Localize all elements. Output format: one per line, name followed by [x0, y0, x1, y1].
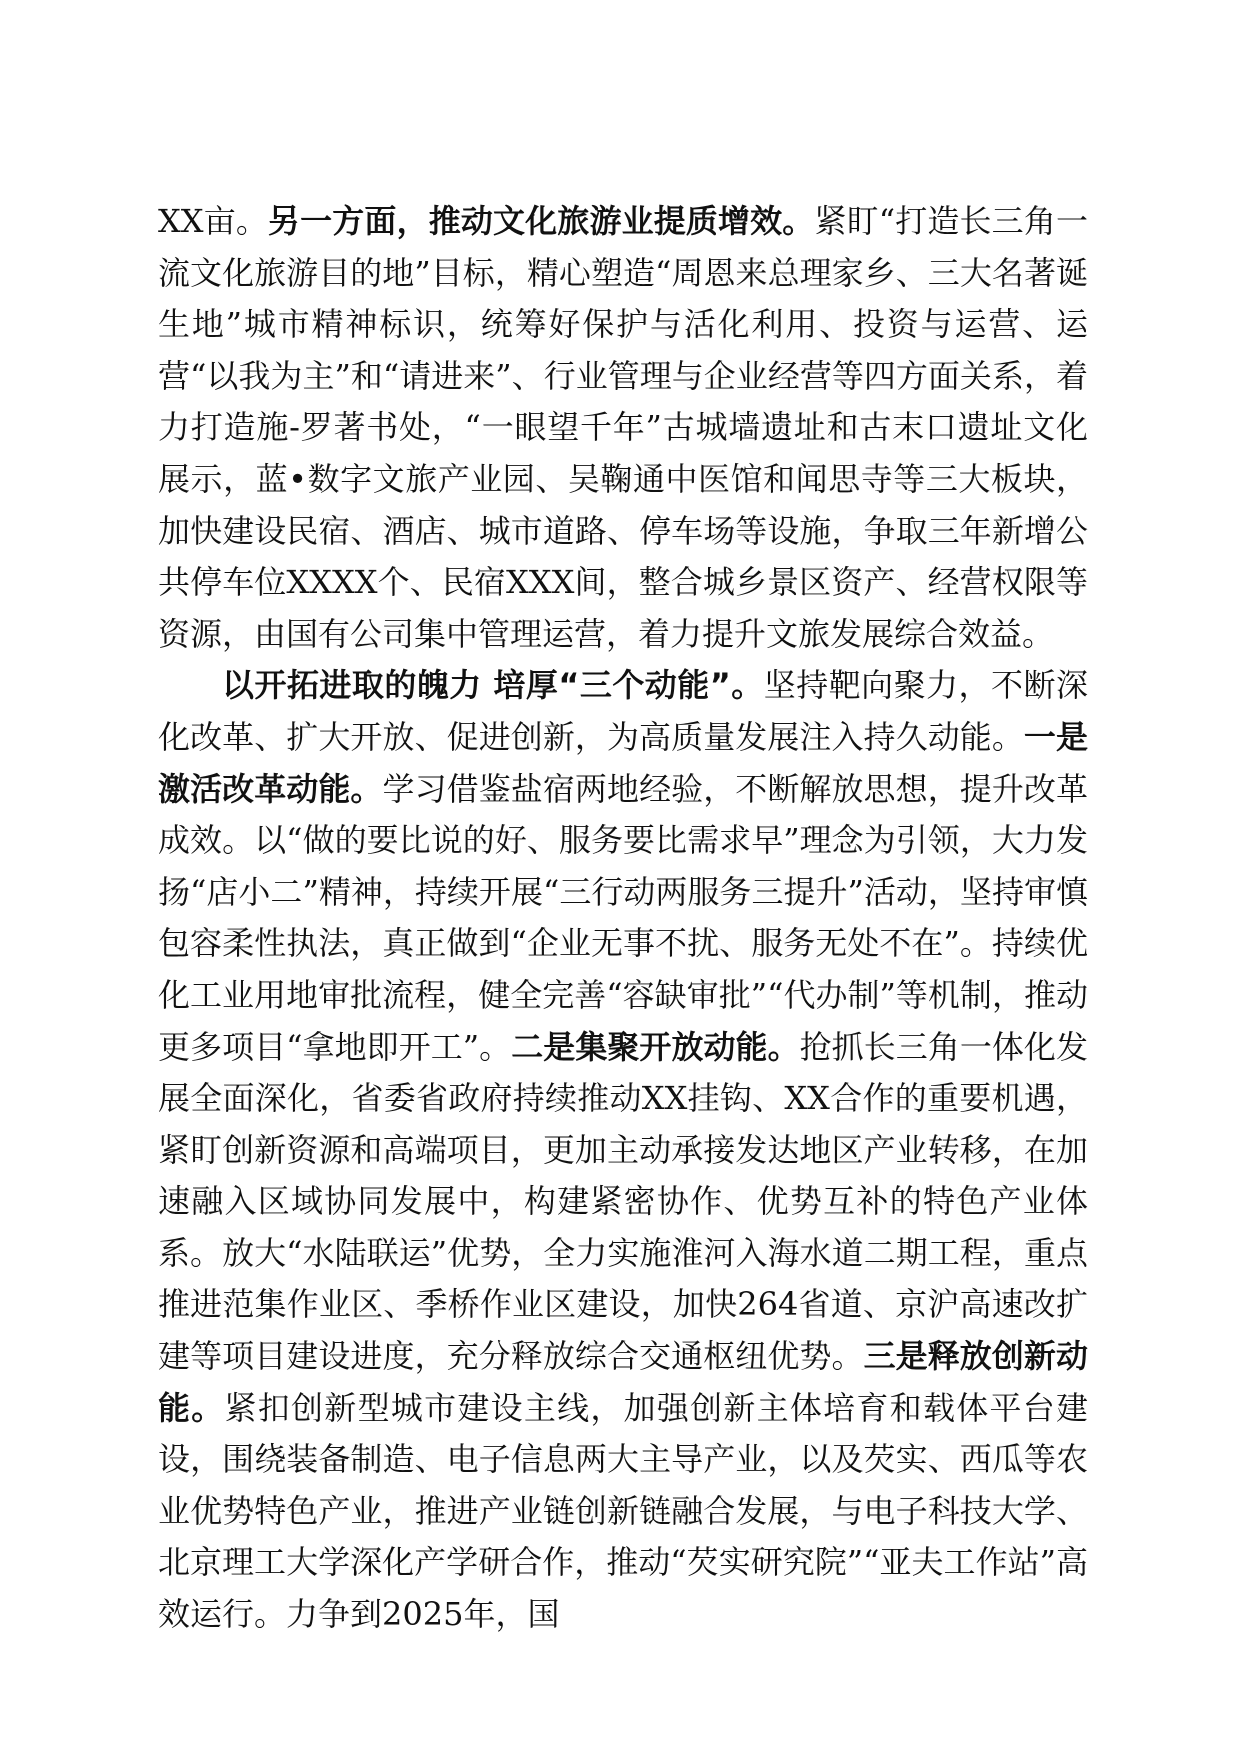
text-run: 坚持靶向聚力，不断深化改革、扩大开放、促进创新，为高质量发展注入持久动能。	[158, 666, 1088, 756]
text-run: 学习借鉴盐宿两地经验，不断解放思想，提升改革成效。以“做的要比说的好、服务要比需求早”理念为引领，大力发扬“店小二”精神，持续开展“三行动两服务三提升”活动，坚持审慎包容柔性执法，真正做到“企业无事不扰、服务无处不在”。持续优化工业用地审批流程，健全完善“容缺审批”“代办制”等机制，推动更多项目“拿地即开工”。	[158, 769, 1088, 1066]
paragraph-tourism	[158, 196, 1088, 660]
bold-heading-run: 另一方面，推动文化旅游业提质增效。	[268, 202, 815, 240]
bold-heading-run: 一是激活改革动能。	[158, 717, 1088, 808]
bold-heading-run: 以开拓进取的魄力 培厚“三个动能”。	[222, 666, 764, 705]
paragraph-three-momentum	[158, 660, 1088, 1640]
text-run: XX亩。	[158, 202, 268, 240]
bold-heading-run: 三是释放创新动能。	[158, 1337, 1088, 1427]
bold-heading-run: 二是集聚开放动能。	[511, 1027, 800, 1066]
document-page	[158, 196, 1088, 1641]
text-run: 紧扣创新型城市建设主线，加强创新主体培育和载体平台建设，围绕装备制造、电子信息两大主导产业，以及芡实、西瓜等农业优势特色产业，推进产业链创新链融合发展，与电子科技大学、北京理工大学深化产学研合作，推动“芡实研究院”“亚夫工作站”高效运行。力争到2025年，国	[158, 1388, 1088, 1634]
text-run: 抢抓长三角一体化发展全面深化，省委省政府持续推动XX挂钩、XX合作的重要机遇，紧盯创新资源和高端项目，更加主动承接发达地区产业转移，在加速融入区域协同发展中，构建紧密协作、优势互补的特色产业体系。放大“水陆联运”优势，全力实施淮河入海水道二期工程，重点推进范集作业区、季桥作业区建设，加快264省道、京沪高速改扩建等项目建设进度，充分释放综合交通枢纽优势。	[158, 1027, 1088, 1376]
text-run: 紧盯“打造长三角一流文化旅游目的地”目标，精心塑造“周恩来总理家乡、三大名著诞生地”城市精神标识，统筹好保护与活化利用、投资与运营、运营“以我为主”和“请进来”、行业管理与企业经营等四方面关系，着力打造施-罗著书处，“一眼望千年”古城墙遗址和古末口遗址文化展示，蓝•数字文旅产业园、吴鞠通中医馆和闻思寺等三大板块，加快建设民宿、酒店、城市道路、停车场等设施，争取三年新增公共停车位XXXX个、民宿XXX间，整合城乡景区资产、经营权限等资源，由国有公司集中管理运营，着力提升文旅发展综合效益。	[158, 202, 1088, 653]
